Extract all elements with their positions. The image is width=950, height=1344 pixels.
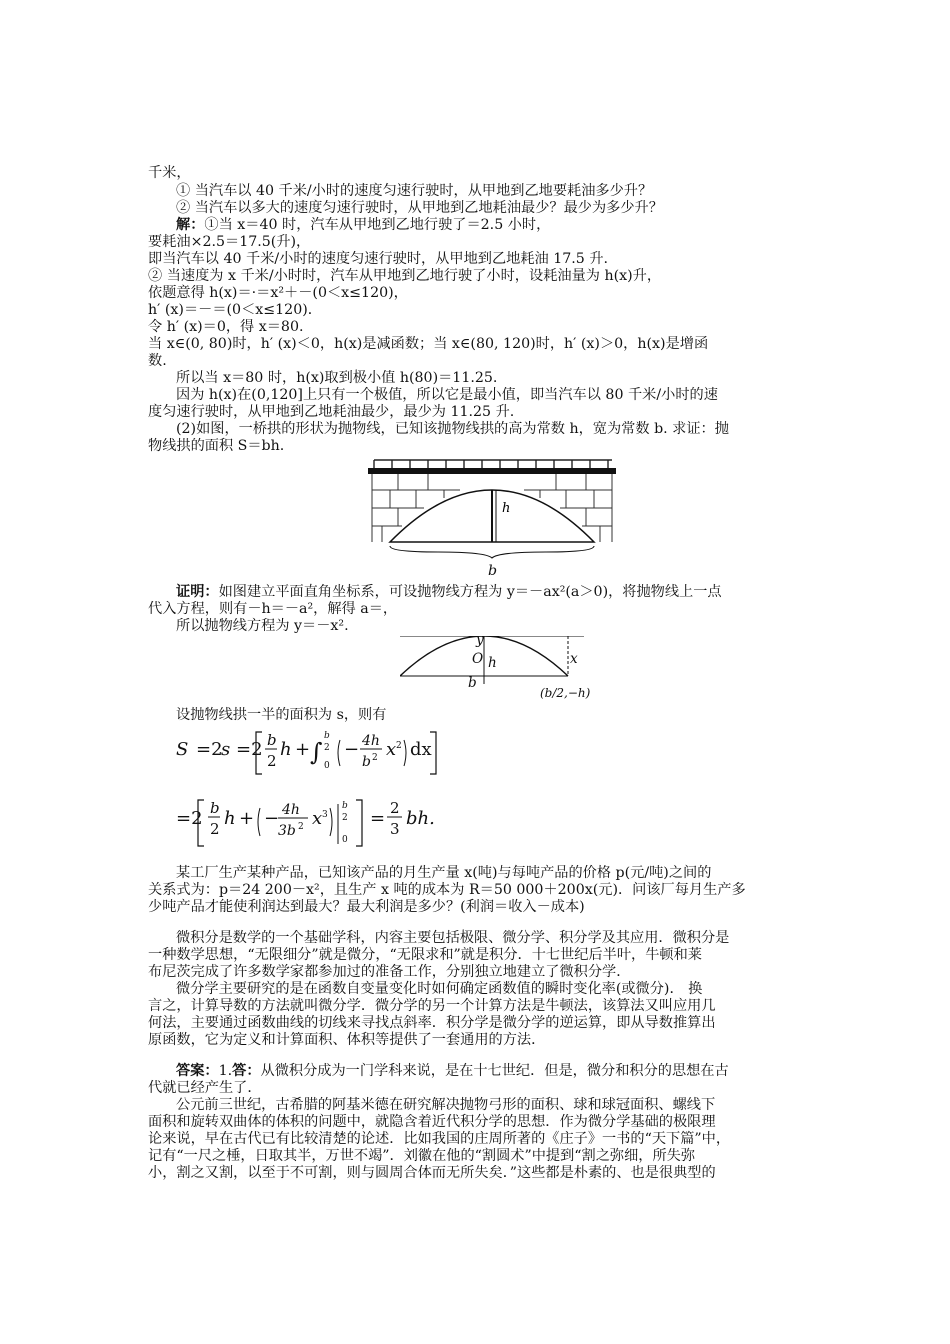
svg-text:2: 2: [324, 743, 330, 753]
text-line: 要耗油×2.5＝17.5(升)，: [148, 234, 311, 250]
text-line: 记有“一尺之棰，日取其半，万世不竭”．刘徽在他的“割圆术”中提到“割之弥细，所失弥: [148, 1148, 696, 1164]
text-line: 所以抛物线方程为 y＝－x².: [176, 618, 349, 634]
integral-equation: [176, 728, 456, 856]
svg-text:0: 0: [342, 835, 348, 845]
text-line: 物线拱的面积 S＝bh.: [148, 438, 285, 454]
height-label: h: [488, 655, 497, 671]
svg-text:2: 2: [390, 799, 400, 817]
text-line: 某工厂生产某种产品，已知该产品的月生产量 x(吨)与每吨产品的价格 p(元/吨)之间的: [176, 865, 712, 881]
text-line: 关系式为：p＝24 200－x²，且生产 x 吨的成本为 R＝50 000＋200x(元)．问该厂每月生产多: [148, 882, 746, 898]
text-line: 令 h′ (x)＝0，得 x＝80.: [148, 319, 304, 335]
text-line: 布尼茨完成了许多数学家都参加过的准备工作，分别独立地建立了微积分学．: [148, 964, 631, 980]
text-line: 所以当 x＝80 时，h(x)取到极小值 h(80)＝11.25.: [176, 370, 498, 386]
text-line: 代入方程，则有－h＝－a²，解得 a＝，: [148, 601, 398, 617]
text-line: ② 当速度为 x 千米/小时时，汽车从甲地到乙地行驶了小时，设耗油量为 h(x)升，: [148, 268, 662, 284]
text-line: 言之，计算导数的方法就叫微分学．微分学的另一个计算方法是牛顿法，该算法又叫应用几: [148, 998, 716, 1014]
svg-text:3b: 3b: [278, 823, 296, 839]
svg-text:bh.: bh.: [406, 808, 435, 829]
svg-text:2: 2: [267, 752, 277, 770]
svg-text:−: −: [264, 808, 280, 829]
text-span: 从微积分成为一门学科来说，是在十七世纪．但是，微分和积分的思想在古: [260, 1063, 729, 1079]
text-line: ① 当汽车以 40 千米/小时的速度匀速行驶时，从甲地到乙地要耗油多少升？: [176, 183, 653, 199]
width-brace: [390, 546, 594, 558]
label-b: b: [488, 563, 498, 579]
bridge-arch-figure: [368, 458, 620, 566]
svg-text:S: S: [176, 739, 189, 760]
label-h: h: [502, 501, 511, 516]
text-line: 数.: [148, 353, 167, 369]
text-line: h′ (x)＝－＝(0＜x≤120)．: [148, 302, 322, 318]
text-line: [176, 584, 722, 601]
svg-text:b: b: [362, 754, 371, 770]
svg-text:2: 2: [210, 820, 220, 838]
text-line: 依题意得 h(x)＝·＝x²＋－(0＜x≤120)，: [148, 285, 408, 301]
svg-text:3: 3: [390, 820, 400, 838]
svg-text:∫: ∫: [310, 738, 323, 766]
svg-text:x: x: [386, 739, 397, 760]
text-line: 因为 h(x)在(0,120]上只有一个极值，所以它是最小值，即当汽车以 80 千米/小时的速: [176, 387, 718, 403]
svg-text:0: 0: [324, 761, 330, 771]
text-line: 度匀速行驶时，从甲地到乙地耗油最少，最少为 11.25 升.: [148, 404, 515, 420]
proof-label: 证明：: [176, 584, 219, 600]
answer-label-2: 答：: [232, 1063, 261, 1079]
svg-text:b: b: [324, 731, 330, 741]
text-line: 小，割之又割，以至于不可割，则与圆周合体而无所失矣．”这些都是朴素的、也是很典型的: [148, 1165, 716, 1181]
bridge-deck: [368, 468, 616, 474]
axis-label-x: x: [570, 651, 578, 667]
axis-label-y: y: [476, 632, 484, 648]
solution-label: 解：: [176, 217, 205, 233]
text-line: 何法，主要通过函数曲线的切线来寻找点斜率．积分学是微分学的逆运算，即从导数推算出: [148, 1015, 716, 1031]
svg-text:=: =: [370, 808, 386, 829]
text-line: 少吨产品才能使利润达到最大？最大利润是多少？(利润＝收入－成本): [148, 899, 585, 915]
text-line: 微积分是数学的一个基础学科，内容主要包括极限、微分学、积分学及其应用．微积分是: [176, 930, 730, 946]
text-line: 当 x∈(0, 80)时，h′ (x)＜0，h(x)是减函数；当 x∈(80, 120)时，h′ (x)＞0，h(x)是增函: [148, 336, 709, 352]
svg-text:b: b: [210, 799, 220, 817]
point-label: (b/2,−h): [540, 686, 591, 700]
text-line: (2)如图，一桥拱的形状为抛物线，已知该抛物线拱的高为常数 h，宽为常数 b. 求证：抛: [176, 421, 729, 437]
svg-text:4h: 4h: [282, 802, 300, 818]
svg-text:b: b: [267, 731, 277, 749]
text-line: 即当汽车以 40 千米/小时的速度匀速行驶时，从甲地到乙地耗油 17.5 升.: [148, 251, 609, 267]
svg-text:=2: =2: [176, 808, 203, 829]
svg-text:=2: =2: [196, 739, 223, 760]
svg-text:dx: dx: [410, 739, 432, 760]
answer-number: 1.: [218, 1063, 233, 1079]
text-line: 微分学主要研究的是在函数自变量变化时如何确定函数值的瞬时变化率(或微分)． 换: [176, 981, 703, 997]
svg-text:+: +: [239, 808, 255, 829]
text-line: 一种数学思想，“无限细分”就是微分，“无限求和”就是积分．十七世纪后半叶，牛顿和莱: [148, 947, 702, 963]
text-line: 论来说，早在古代已有比较清楚的论述．比如我国的庄周所著的《庄子》一书的“天下篇”中，: [148, 1131, 731, 1147]
svg-text:x: x: [312, 808, 323, 829]
svg-text:4h: 4h: [362, 733, 380, 749]
svg-text:b: b: [342, 801, 348, 811]
origin-label: O: [472, 651, 484, 667]
answer-label: 答案：: [176, 1063, 219, 1079]
text-span: ①当 x＝40 时，汽车从甲地到乙地行驶了＝2.5 小时，: [204, 217, 551, 233]
text-span: 如图建立平面直角坐标系，可设抛物线方程为 y＝－ax²(a＞0)，将抛物线上一点: [218, 584, 722, 600]
svg-text:−: −: [344, 739, 360, 760]
svg-text:3: 3: [322, 810, 328, 820]
svg-text:2: 2: [342, 813, 348, 823]
svg-text:h: h: [224, 808, 236, 829]
bridge-railing: [374, 460, 612, 468]
text-line: 公元前三世纪，古希腊的阿基米德在研究解决抛物弓形的面积、球和球冠面积、螺线下: [176, 1097, 716, 1113]
svg-text:2: 2: [298, 822, 304, 832]
svg-text:2: 2: [372, 753, 378, 763]
svg-text:=2: =2: [236, 739, 263, 760]
width-label: b: [468, 675, 477, 691]
text-line: [176, 1063, 729, 1080]
text-line: 面积和旋转双曲体的体积的问题中，就隐含着近代积分学的思想．作为微分学基础的极限理: [148, 1114, 716, 1130]
svg-text:h: h: [280, 739, 292, 760]
svg-text:+: +: [295, 739, 311, 760]
text-line: 设抛物线拱一半的面积为 s，则有: [176, 707, 387, 723]
svg-text:2: 2: [396, 741, 402, 751]
text-line: 代就已经产生了．: [148, 1080, 262, 1096]
text-line: ② 当汽车以多大的速度匀速行驶时，从甲地到乙地耗油最少？最少为多少升？: [176, 200, 663, 216]
text-line: 千米，: [148, 165, 191, 181]
text-line: [176, 217, 550, 234]
text-line: 原函数，它为定义和计算面积、体积等提供了一套通用的方法．: [148, 1032, 546, 1048]
svg-text:s: s: [221, 739, 231, 760]
